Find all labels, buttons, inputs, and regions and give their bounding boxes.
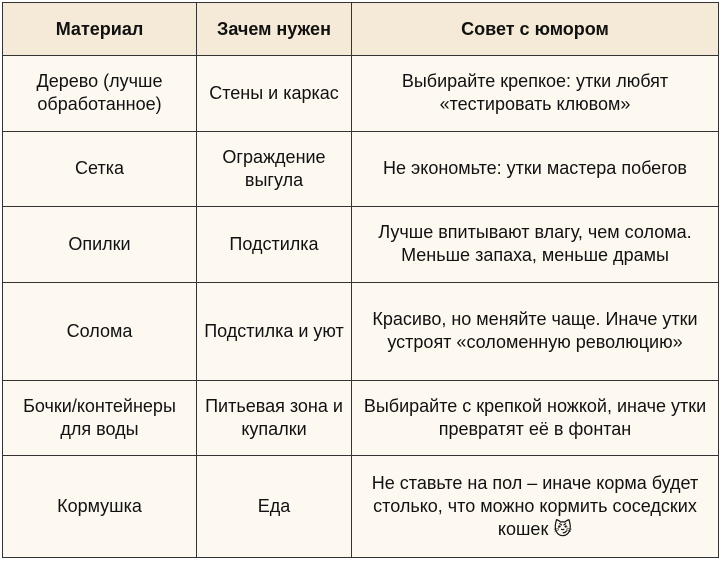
materials-table [2, 2, 719, 558]
materials-table-container [2, 2, 718, 558]
cell-why: Стены и каркас [197, 56, 352, 132]
cell-material: Бочки/контейнеры для воды [3, 380, 197, 456]
table-header-row [3, 3, 719, 56]
table-row [3, 131, 719, 207]
cell-tip: Выбирайте крепкое: утки любят «тестировать клювом» [352, 56, 719, 132]
header-why: Зачем нужен [197, 3, 352, 56]
cell-why: Питьевая зона и купалки [197, 380, 352, 456]
cell-why: Ограждение выгула [197, 131, 352, 207]
cell-tip: Лучше впитывают влагу, чем солома. Меньше запаха, меньше драмы [352, 207, 719, 283]
cell-tip: Красиво, но меняйте чаще. Иначе утки устроят «соломенную революцию» [352, 282, 719, 380]
cell-why: Подстилка и уют [197, 282, 352, 380]
header-tip: Совет с юмором [352, 3, 719, 56]
table-row [3, 56, 719, 132]
cell-tip: Не экономьте: утки мастера побегов [352, 131, 719, 207]
table-row [3, 282, 719, 380]
header-material: Материал [3, 3, 197, 56]
cell-material: Опилки [3, 207, 197, 283]
table-row [3, 207, 719, 283]
cell-material: Кормушка [3, 456, 197, 558]
cell-tip: Выбирайте с крепкой ножкой, иначе утки превратят её в фонтан [352, 380, 719, 456]
cell-material: Солома [3, 282, 197, 380]
cell-tip: Не ставьте на пол – иначе корма будет столько, что можно кормить соседских кошек 😼 [352, 456, 719, 558]
cell-material: Дерево (лучше обработанное) [3, 56, 197, 132]
table-row [3, 380, 719, 456]
table-row [3, 456, 719, 558]
cell-why: Еда [197, 456, 352, 558]
cell-why: Подстилка [197, 207, 352, 283]
cell-material: Сетка [3, 131, 197, 207]
